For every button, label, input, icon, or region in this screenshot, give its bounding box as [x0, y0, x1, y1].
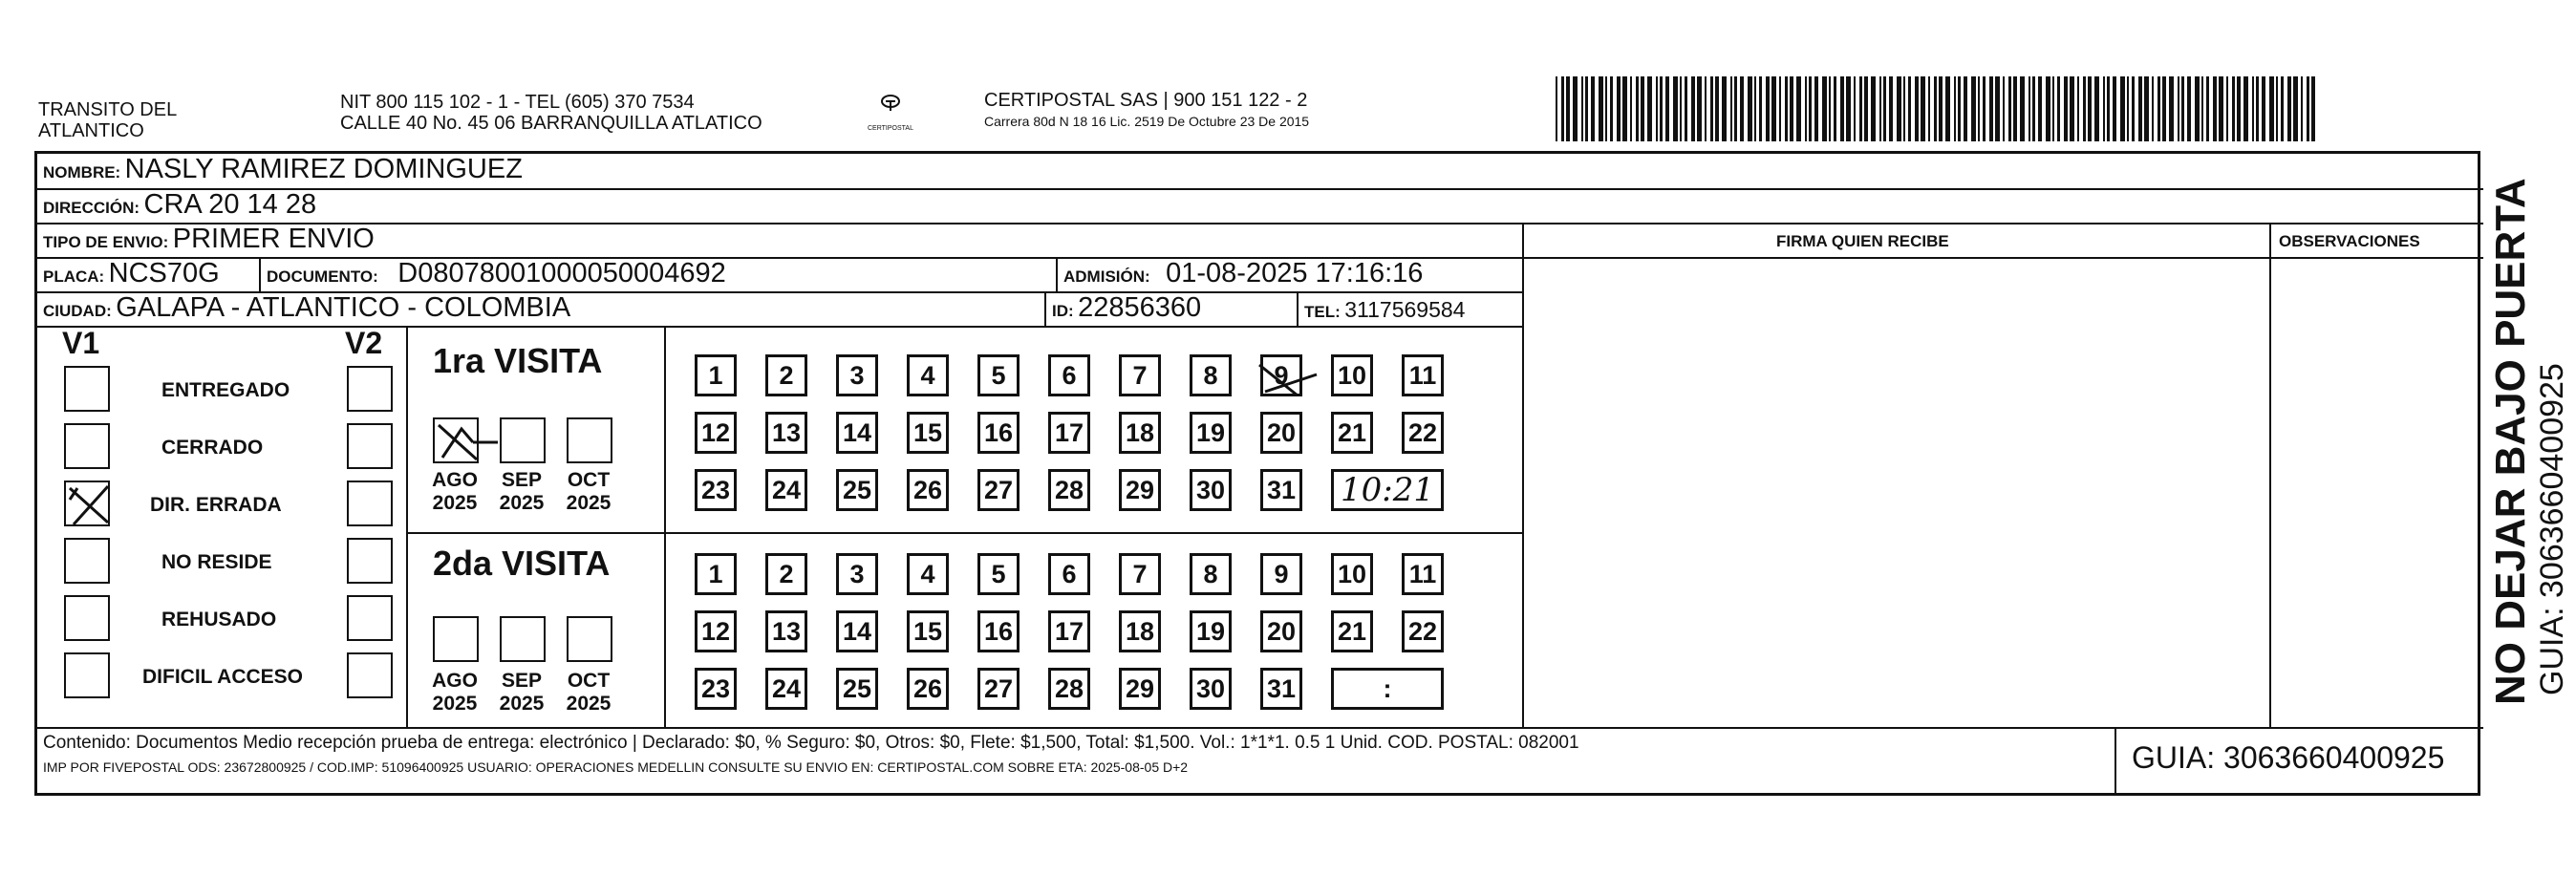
- side-guia-text: GUIA: 3063660400925: [2534, 363, 2570, 695]
- month-checkbox[interactable]: [567, 417, 612, 463]
- placa-value: NCS70G: [108, 258, 220, 288]
- firma-label: FIRMA QUIEN RECIBE: [1776, 232, 1949, 250]
- day-box[interactable]: 16: [977, 412, 1020, 454]
- v2-checkbox[interactable]: [347, 423, 393, 469]
- certipostal-info: [984, 90, 1309, 129]
- v1-checkbox[interactable]: [64, 652, 110, 698]
- ciudad-value: GALAPA - ATLANTICO - COLOMBIA: [116, 292, 571, 323]
- day-box[interactable]: 6: [1048, 553, 1090, 595]
- month-checkbox[interactable]: [500, 616, 546, 662]
- month-label: OCT 2025: [566, 469, 612, 514]
- observaciones-label: OBSERVACIONES: [2279, 232, 2420, 250]
- barcode-icon: [1556, 76, 2320, 141]
- v2-checkbox[interactable]: [347, 366, 393, 412]
- day-box[interactable]: 27: [977, 469, 1020, 511]
- v1-checkbox[interactable]: [64, 481, 110, 526]
- day-box[interactable]: 26: [907, 668, 949, 710]
- sender-name: [38, 99, 177, 141]
- direccion-value: CRA 20 14 28: [143, 189, 317, 220]
- time-box[interactable]: 10:21: [1331, 469, 1444, 511]
- day-box[interactable]: 8: [1190, 354, 1232, 396]
- certi-sub: Carrera 80d N 18 16 Lic. 2519 De Octubre 23 De 2015: [984, 114, 1310, 129]
- day-box[interactable]: 6: [1048, 354, 1090, 396]
- day-box[interactable]: 2: [765, 354, 807, 396]
- day-box[interactable]: 31: [1260, 469, 1302, 511]
- day-box[interactable]: 22: [1402, 610, 1444, 652]
- footer-content-line: Contenido: Documentos Medio recepción prueba de entrega: electrónico | Declarado: $0, % Seguro: $0, Otros: $0, Flete: $1,500, Total: $1,500. Vol.: 1*1*1. 0.5 1 Unid. COD. POSTAL: 082001: [43, 733, 1579, 753]
- day-box[interactable]: 18: [1119, 412, 1161, 454]
- day-box[interactable]: 20: [1260, 412, 1302, 454]
- day-box[interactable]: 11: [1402, 553, 1444, 595]
- v1-checkbox[interactable]: [64, 423, 110, 469]
- day-box[interactable]: 19: [1190, 412, 1232, 454]
- day-box[interactable]: 1: [695, 553, 737, 595]
- day-box[interactable]: 25: [836, 668, 878, 710]
- day-box[interactable]: 13: [765, 412, 807, 454]
- tel-field: [1304, 297, 1465, 323]
- day-box[interactable]: 12: [695, 610, 737, 652]
- sender-contact: [340, 92, 762, 134]
- footer-guia: GUIA: 3063660400925: [2132, 740, 2445, 775]
- sender-line-2: ATLANTICO: [38, 120, 144, 141]
- month-checkbox[interactable]: [567, 616, 612, 662]
- status-label: ENTREGADO: [161, 379, 290, 401]
- placa-label: PLACA:: [43, 267, 105, 286]
- side-warning: [2488, 170, 2576, 705]
- day-box[interactable]: 23: [695, 668, 737, 710]
- day-box[interactable]: 31: [1260, 668, 1302, 710]
- day-box[interactable]: 21: [1331, 412, 1373, 454]
- month-checkbox[interactable]: [433, 417, 479, 463]
- day-box[interactable]: 24: [765, 469, 807, 511]
- month-checkbox[interactable]: [433, 616, 479, 662]
- day-box[interactable]: 28: [1048, 668, 1090, 710]
- certipostal-logo: [862, 92, 919, 130]
- ciudad-label: CIUDAD:: [43, 302, 112, 320]
- day-box[interactable]: 23: [695, 469, 737, 511]
- nit-line: NIT 800 115 102 - 1 - TEL (605) 370 7534: [340, 92, 695, 113]
- day-box[interactable]: 12: [695, 412, 737, 454]
- day-box[interactable]: 17: [1048, 412, 1090, 454]
- status-label: NO RESIDE: [161, 551, 272, 573]
- first-visit-label: 1ra VISITA: [433, 341, 603, 380]
- month-label: OCT 2025: [566, 670, 612, 715]
- time-box[interactable]: :: [1331, 668, 1444, 710]
- nombre-label: NOMBRE:: [43, 163, 121, 182]
- v2-checkbox[interactable]: [347, 595, 393, 641]
- month-label: SEP 2025: [499, 469, 545, 514]
- v2-checkbox[interactable]: [347, 538, 393, 584]
- direccion-row: [43, 189, 316, 221]
- tipo-envio-label: TIPO DE ENVIO:: [43, 233, 169, 251]
- day-box[interactable]: 26: [907, 469, 949, 511]
- day-box[interactable]: 29: [1119, 469, 1161, 511]
- day-box[interactable]: 9: [1260, 354, 1302, 396]
- direccion-label: DIRECCIÓN:: [43, 199, 140, 217]
- day-box[interactable]: 30: [1190, 469, 1232, 511]
- day-box[interactable]: 19: [1190, 610, 1232, 652]
- v2-label: V2: [345, 326, 383, 360]
- month-label: AGO 2025: [432, 670, 478, 715]
- day-box[interactable]: 3: [836, 354, 878, 396]
- day-box[interactable]: 15: [907, 610, 949, 652]
- month-label: AGO 2025: [432, 469, 478, 514]
- day-box[interactable]: 18: [1119, 610, 1161, 652]
- v1-checkbox[interactable]: [64, 366, 110, 412]
- day-box[interactable]: 30: [1190, 668, 1232, 710]
- status-label: CERRADO: [161, 437, 264, 459]
- tipo-envio-row: [43, 224, 375, 255]
- day-box[interactable]: 22: [1402, 412, 1444, 454]
- documento-field: [267, 258, 726, 289]
- day-box[interactable]: 9: [1260, 553, 1302, 595]
- admision-label: ADMISIÓN:: [1063, 267, 1150, 286]
- v2-checkbox[interactable]: [347, 652, 393, 698]
- month-label: SEP 2025: [499, 670, 545, 715]
- tipo-envio-value: PRIMER ENVIO: [172, 224, 375, 254]
- status-label: DIR. ERRADA: [150, 494, 282, 516]
- logo-text: CERTIPOSTAL: [868, 125, 913, 132]
- day-box[interactable]: 10: [1331, 354, 1373, 396]
- day-box[interactable]: 14: [836, 610, 878, 652]
- day-box[interactable]: 21: [1331, 610, 1373, 652]
- documento-value: D08078001000050004692: [397, 258, 726, 288]
- day-box[interactable]: 5: [977, 354, 1020, 396]
- day-box[interactable]: 7: [1119, 553, 1161, 595]
- day-box[interactable]: 10: [1331, 553, 1373, 595]
- v2-checkbox[interactable]: [347, 481, 393, 526]
- day-box[interactable]: 17: [1048, 610, 1090, 652]
- tel-label: TEL:: [1304, 303, 1341, 321]
- day-box[interactable]: 14: [836, 412, 878, 454]
- admision-value: 01-08-2025 17:16:16: [1166, 258, 1424, 288]
- side-warning-text: NO DEJAR BAJO PUERTA: [2487, 178, 2534, 705]
- status-label: REHUSADO: [161, 609, 277, 630]
- delivery-form: [34, 151, 2480, 796]
- day-box[interactable]: 16: [977, 610, 1020, 652]
- month-checkbox[interactable]: [500, 417, 546, 463]
- day-box[interactable]: 8: [1190, 553, 1232, 595]
- day-box[interactable]: 28: [1048, 469, 1090, 511]
- day-box[interactable]: 11: [1402, 354, 1444, 396]
- day-box[interactable]: 7: [1119, 354, 1161, 396]
- id-label: ID:: [1052, 302, 1074, 320]
- day-box[interactable]: 20: [1260, 610, 1302, 652]
- second-visit-label: 2da VISITA: [433, 544, 611, 583]
- v1-label: V1: [62, 326, 100, 360]
- day-box[interactable]: 5: [977, 553, 1020, 595]
- nombre-row: [43, 154, 523, 185]
- day-box[interactable]: 24: [765, 668, 807, 710]
- day-box[interactable]: 4: [907, 354, 949, 396]
- id-value: 22856360: [1078, 292, 1202, 323]
- documento-label: DOCUMENTO:: [267, 267, 378, 286]
- v1-checkbox[interactable]: [64, 538, 110, 584]
- day-box[interactable]: 27: [977, 668, 1020, 710]
- day-box[interactable]: 2: [765, 553, 807, 595]
- day-box[interactable]: 15: [907, 412, 949, 454]
- day-box[interactable]: 4: [907, 553, 949, 595]
- footer-print-line: IMP POR FIVEPOSTAL ODS: 23672800925 / COD.IMP: 51096400925 USUARIO: OPERACIONES MEDELLIN CONSULTE SU ENVIO EN: CERTIPOSTAL.COM SOBRE ETA: 2025-08-05 D+2: [43, 759, 1189, 775]
- certi-line: CERTIPOSTAL SAS | 900 151 122 - 2: [984, 90, 1308, 111]
- v1-checkbox[interactable]: [64, 595, 110, 641]
- tel-value: 3117569584: [1344, 297, 1466, 322]
- ciudad-field: [43, 292, 570, 324]
- address-line: CALLE 40 No. 45 06 BARRANQUILLA ATLATICO: [340, 113, 762, 134]
- day-box[interactable]: 25: [836, 469, 878, 511]
- day-box[interactable]: 1: [695, 354, 737, 396]
- day-box[interactable]: 3: [836, 553, 878, 595]
- sender-line-1: TRANSITO DEL: [38, 99, 178, 120]
- id-field: [1052, 292, 1201, 324]
- admision-field: [1063, 258, 1423, 289]
- day-box[interactable]: 29: [1119, 668, 1161, 710]
- day-box[interactable]: 13: [765, 610, 807, 652]
- placa-field: [43, 258, 220, 289]
- status-label: DIFICIL ACCESO: [142, 666, 304, 688]
- nombre-value: NASLY RAMIREZ DOMINGUEZ: [124, 154, 523, 184]
